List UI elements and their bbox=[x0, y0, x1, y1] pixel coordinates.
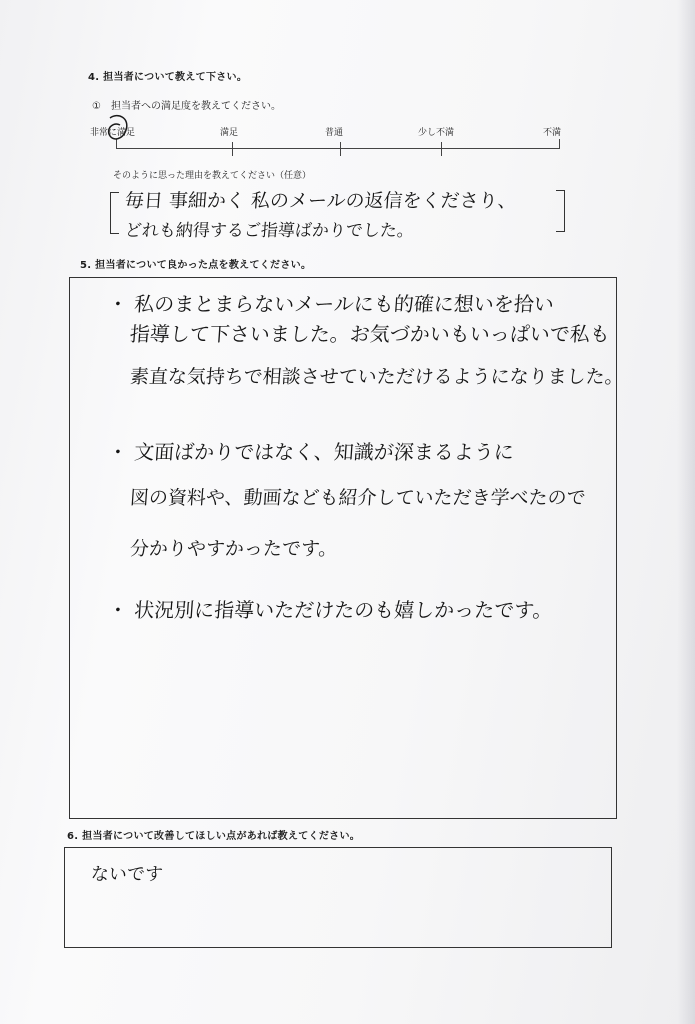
good-points-line-2: 指導して下さいました。お気づかいもいっぱいで私も bbox=[129, 322, 611, 346]
scale-tick bbox=[441, 142, 442, 156]
scale-option-slightly-dissatisfied[interactable]: 少し不満 bbox=[418, 128, 455, 138]
good-points-line-5: 図の資料や、動画なども紹介していただき学べたので bbox=[129, 487, 587, 509]
reason-answer-line-2: どれも納得するご指導ばかりでした。 bbox=[124, 221, 415, 241]
scale-tick bbox=[559, 139, 560, 149]
improvement-box[interactable] bbox=[64, 847, 612, 948]
section-4-title: 4. 担当者について教えて下さい。 bbox=[88, 72, 248, 83]
section-5-title: 5. 担当者について良かった点を教えてください。 bbox=[80, 260, 312, 271]
scale-option-very-satisfied[interactable]: 非常に満足 bbox=[90, 128, 136, 138]
good-points-line-6: 分かりやすかったです。 bbox=[129, 538, 339, 560]
scale-tick bbox=[340, 142, 341, 156]
scale-option-dissatisfied[interactable]: 不満 bbox=[543, 128, 562, 138]
good-points-box[interactable] bbox=[69, 277, 625, 819]
section-6-title: 6. 担当者について改善してほしい点があれば教えてください。 bbox=[67, 831, 361, 842]
satisfaction-question: ① 担当者への満足度を教えてください。 bbox=[92, 101, 281, 112]
good-points-line-1: ・ 私のまとまらないメールにも的確に想いを拾い bbox=[107, 292, 555, 316]
left-bracket bbox=[110, 192, 119, 234]
scale-tick bbox=[232, 142, 233, 156]
scale-line bbox=[116, 148, 560, 149]
right-bracket bbox=[556, 190, 565, 232]
good-points-line-4: ・ 文面ばかりではなく、知識が深まるように bbox=[107, 440, 515, 464]
scale-option-neutral[interactable]: 普通 bbox=[325, 128, 344, 138]
reason-answer-line-1: 毎日 事細かく 私のメールの返信をくださり、 bbox=[124, 190, 518, 212]
selection-circle-mark bbox=[104, 112, 134, 148]
good-points-line-7: ・ 状況別に指導いただけたのも嬉しかったです。 bbox=[107, 598, 554, 622]
scale-option-satisfied[interactable]: 満足 bbox=[220, 128, 239, 138]
reason-label: そのように思った理由を教えてください（任意） bbox=[113, 171, 312, 181]
good-points-line-3: 素直な気持ちで相談させていただけるようになりました。 bbox=[129, 366, 625, 388]
improvement-answer: ないです bbox=[90, 864, 164, 885]
